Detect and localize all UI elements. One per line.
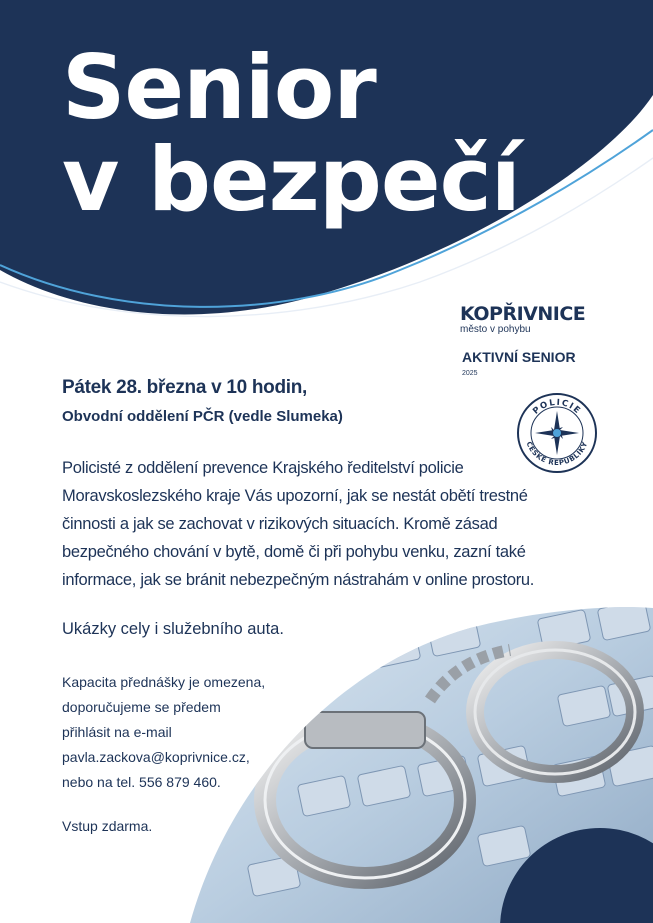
city-logo-name: KOPŘIVNICE <box>460 303 586 325</box>
title-line-1: Senior <box>62 36 376 139</box>
demo-note: Ukázky cely i služebního auta. <box>62 620 284 638</box>
contact-info <box>62 670 265 795</box>
contact-email: pavla.zackova@koprivnice.cz, <box>62 749 250 765</box>
description-line: činnosti a jak se zachovat v rizikových situacích. Kromě zásad <box>62 515 498 533</box>
description-line: Moravskoslezského kraje Vás upozorní, jak se nestát obětí trestné <box>62 487 528 505</box>
event-place: Obvodní oddělení PČR (vedle Slumeka) <box>62 408 343 425</box>
description-line: Policisté z oddělení prevence Krajského ředitelství policie <box>62 459 464 477</box>
city-logo-tagline: město v pohybu <box>460 324 531 335</box>
event-date: Pátek 28. března v 10 hodin, <box>62 377 308 398</box>
program-logo-year: 2025 <box>462 370 478 377</box>
contact-line: přihlásit na e-mail <box>62 724 172 740</box>
event-description <box>62 454 582 594</box>
police-badge-bottom-text: ČESKÉ REPUBLIKY <box>524 440 590 468</box>
description-line: informace, jak se bránit nebezpečným nástrahám v online prostoru. <box>62 571 535 589</box>
contact-line: doporučujeme se předem <box>62 699 221 715</box>
city-logo <box>460 304 585 336</box>
contact-phone: nebo na tel. 556 879 460. <box>62 774 221 790</box>
description-line: bezpečného chování v bytě, domě či při pohybu venku, zazní také <box>62 543 526 561</box>
police-badge-top-text: POLICIE <box>531 397 583 417</box>
entry-note: Vstup zdarma. <box>62 818 153 834</box>
program-logo-name: AKTIVNÍ SENIOR <box>462 349 576 365</box>
title-line-2: v bezpečí <box>62 128 520 231</box>
poster-title <box>62 36 520 231</box>
contact-line: Kapacita přednášky je omezena, <box>62 674 266 690</box>
